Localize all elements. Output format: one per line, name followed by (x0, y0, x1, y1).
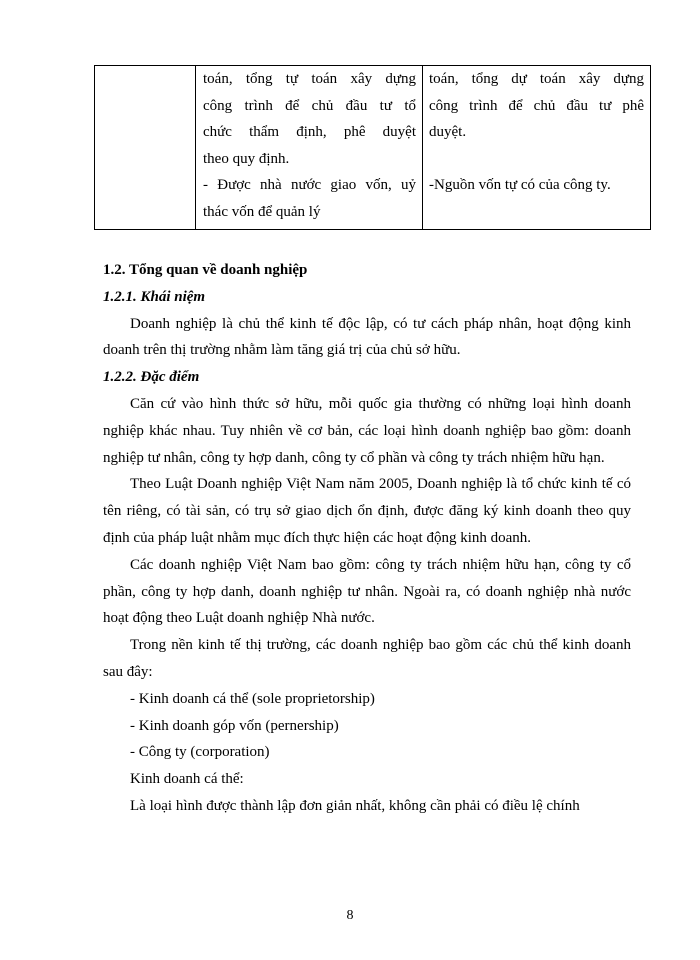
cell-line: duyệt. (429, 124, 467, 140)
list-item: - Kinh doanh cá thể (sole proprietorship) (130, 690, 375, 707)
paragraph: Căn cứ vào hình thức sở hữu, mỗi quốc gia thường có những loại hình doanh nghiệp khác nhau. Tuy nhiên về cơ bản, các loại hình doanh nghiệp bao gồm: doanh nghiệp tư nhân, công ty hợp danh, công ty cổ phần và công ty trách nhiệm hữu hạn. (103, 395, 631, 466)
paragraph: Các doanh nghiệp Việt Nam bao gồm: công ty trách nhiệm hữu hạn, công ty cổ phần, công ty hợp danh, doanh nghiệp tư nhân. Ngoài ra, có doanh nghiệp nhà nước hoạt động theo Luật doanh nghiệp Nhà nước. (103, 556, 631, 627)
paragraph: Trong nền kinh tế thị trường, các doanh nghiệp bao gồm các chủ thể kinh doanh sau đây: (103, 637, 631, 680)
cell-line: công trình để chủ đầu tư phê (429, 97, 644, 114)
cell-line-blank (429, 146, 644, 173)
paragraph: Là loại hình được thành lập đơn giản nhất, không cần phải có điều lệ chính (130, 797, 580, 814)
cell-line: theo quy định. (203, 150, 290, 167)
table-row (95, 66, 651, 230)
paragraph: Theo Luật Doanh nghiệp Việt Nam năm 2005, Doanh nghiệp là tổ chức kinh tế có tên riêng, có tài sản, có trụ sở giao dịch ổn định, được đăng ký kinh doanh theo quy định của pháp luật nhằm mục đích thực hiện các hoạt động kinh doanh. (103, 476, 631, 546)
paragraph-concept: Doanh nghiệp là chủ thể kinh tế độc lập, có tư cách pháp nhân, hoạt động kinh doanh trên thị trường nhằm làm tăng giá trị của chủ sở hữu. (103, 315, 631, 359)
page-number: 8 (346, 908, 354, 923)
section-heading: 1.2. Tổng quan về doanh nghiệp (103, 262, 308, 278)
table-cell-state-enterprise (196, 66, 423, 230)
cell-line: chức thẩm định, phê duyệt (203, 124, 416, 140)
comparison-table (94, 65, 651, 230)
cell-line: công trình để chủ đầu tư tổ (203, 97, 416, 114)
cell-line: - Được nhà nước giao vốn, uỷ (203, 177, 416, 193)
label-sole-proprietorship: Kinh doanh cá thể: (130, 771, 244, 788)
table-cell-empty (95, 66, 196, 230)
subsection-heading-concept: 1.2.1. Khái niệm (103, 288, 206, 305)
list-item: - Kinh doanh góp vốn (pernership) (130, 717, 339, 734)
body-text (103, 257, 631, 820)
list-item: - Công ty (corporation) (130, 744, 270, 761)
cell-line: -Nguồn vốn tự có của công ty. (429, 177, 611, 193)
subsection-heading-characteristics: 1.2.2. Đặc điểm (103, 369, 200, 386)
cell-line: toán, tổng dự toán xây dựng (429, 71, 644, 87)
cell-line: thác vốn để quản lý (203, 203, 321, 220)
cell-line: toán, tổng tự toán xây dựng (203, 71, 416, 87)
table-cell-private-company (423, 66, 651, 230)
